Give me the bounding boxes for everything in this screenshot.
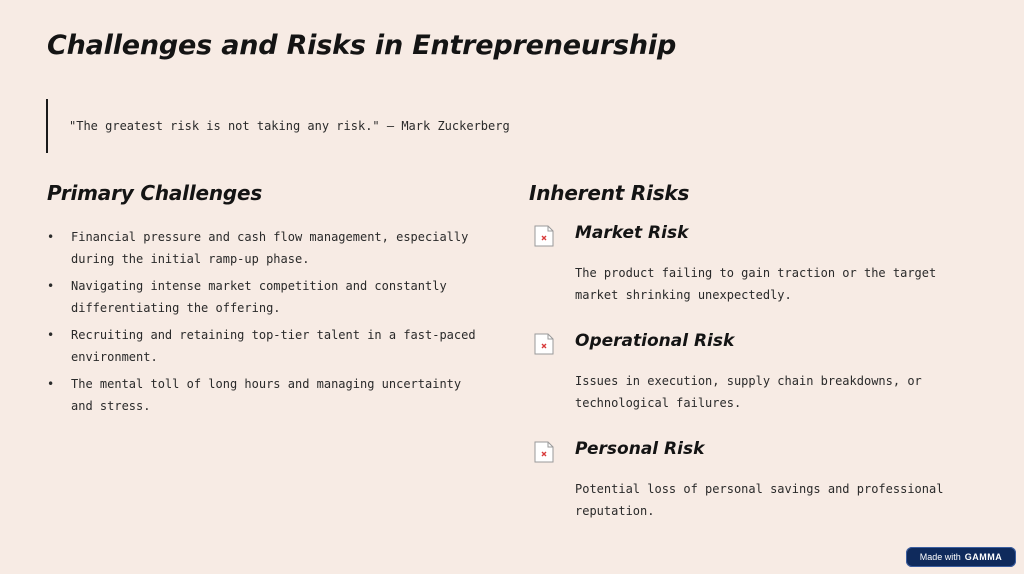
risk-title: Operational Risk [575, 331, 735, 351]
risk-description: Issues in execution, supply chain breakdowns, or technological failures. [575, 374, 922, 410]
risk-title: Market Risk [575, 223, 689, 243]
bullet-icon: • [47, 328, 55, 342]
list-item-text: Recruiting and retaining top-tier talent in a fast-paced environment. [71, 328, 476, 364]
inherent-risks-heading: Inherent Risks [529, 181, 690, 205]
broken-image-icon [534, 225, 554, 247]
risk-title: Personal Risk [575, 439, 705, 459]
primary-challenges-heading: Primary Challenges [47, 181, 263, 205]
broken-image-icon [534, 441, 554, 463]
list-item-text: Navigating intense market competition and constantly differentiating the offering. [71, 279, 447, 315]
list-item [47, 226, 487, 270]
made-with-gamma-badge[interactable] [906, 547, 1016, 567]
list-item [47, 373, 487, 417]
list-item [47, 324, 487, 368]
broken-image-icon [534, 333, 554, 355]
bullet-icon: • [47, 377, 55, 391]
quote-text: "The greatest risk is not taking any risk." — Mark Zuckerberg [69, 119, 510, 133]
list-item-text: Financial pressure and cash flow management, especially during the initial ramp-up phase. [71, 230, 469, 266]
badge-prefix: Made with [919, 552, 961, 562]
gamma-logo: GAMMA [964, 552, 1003, 562]
bullet-icon: • [47, 279, 55, 293]
bullet-icon: • [47, 230, 55, 244]
quote-block [46, 99, 648, 153]
list-item [47, 275, 487, 319]
risk-description: Potential loss of personal savings and professional reputation. [575, 482, 944, 518]
challenges-list [47, 226, 487, 422]
page-title: Challenges and Risks in Entrepreneurship [47, 30, 677, 61]
risk-description: The product failing to gain traction or the target market shrinking unexpectedly. [575, 266, 937, 302]
list-item-text: The mental toll of long hours and managing uncertainty and stress. [71, 377, 462, 413]
